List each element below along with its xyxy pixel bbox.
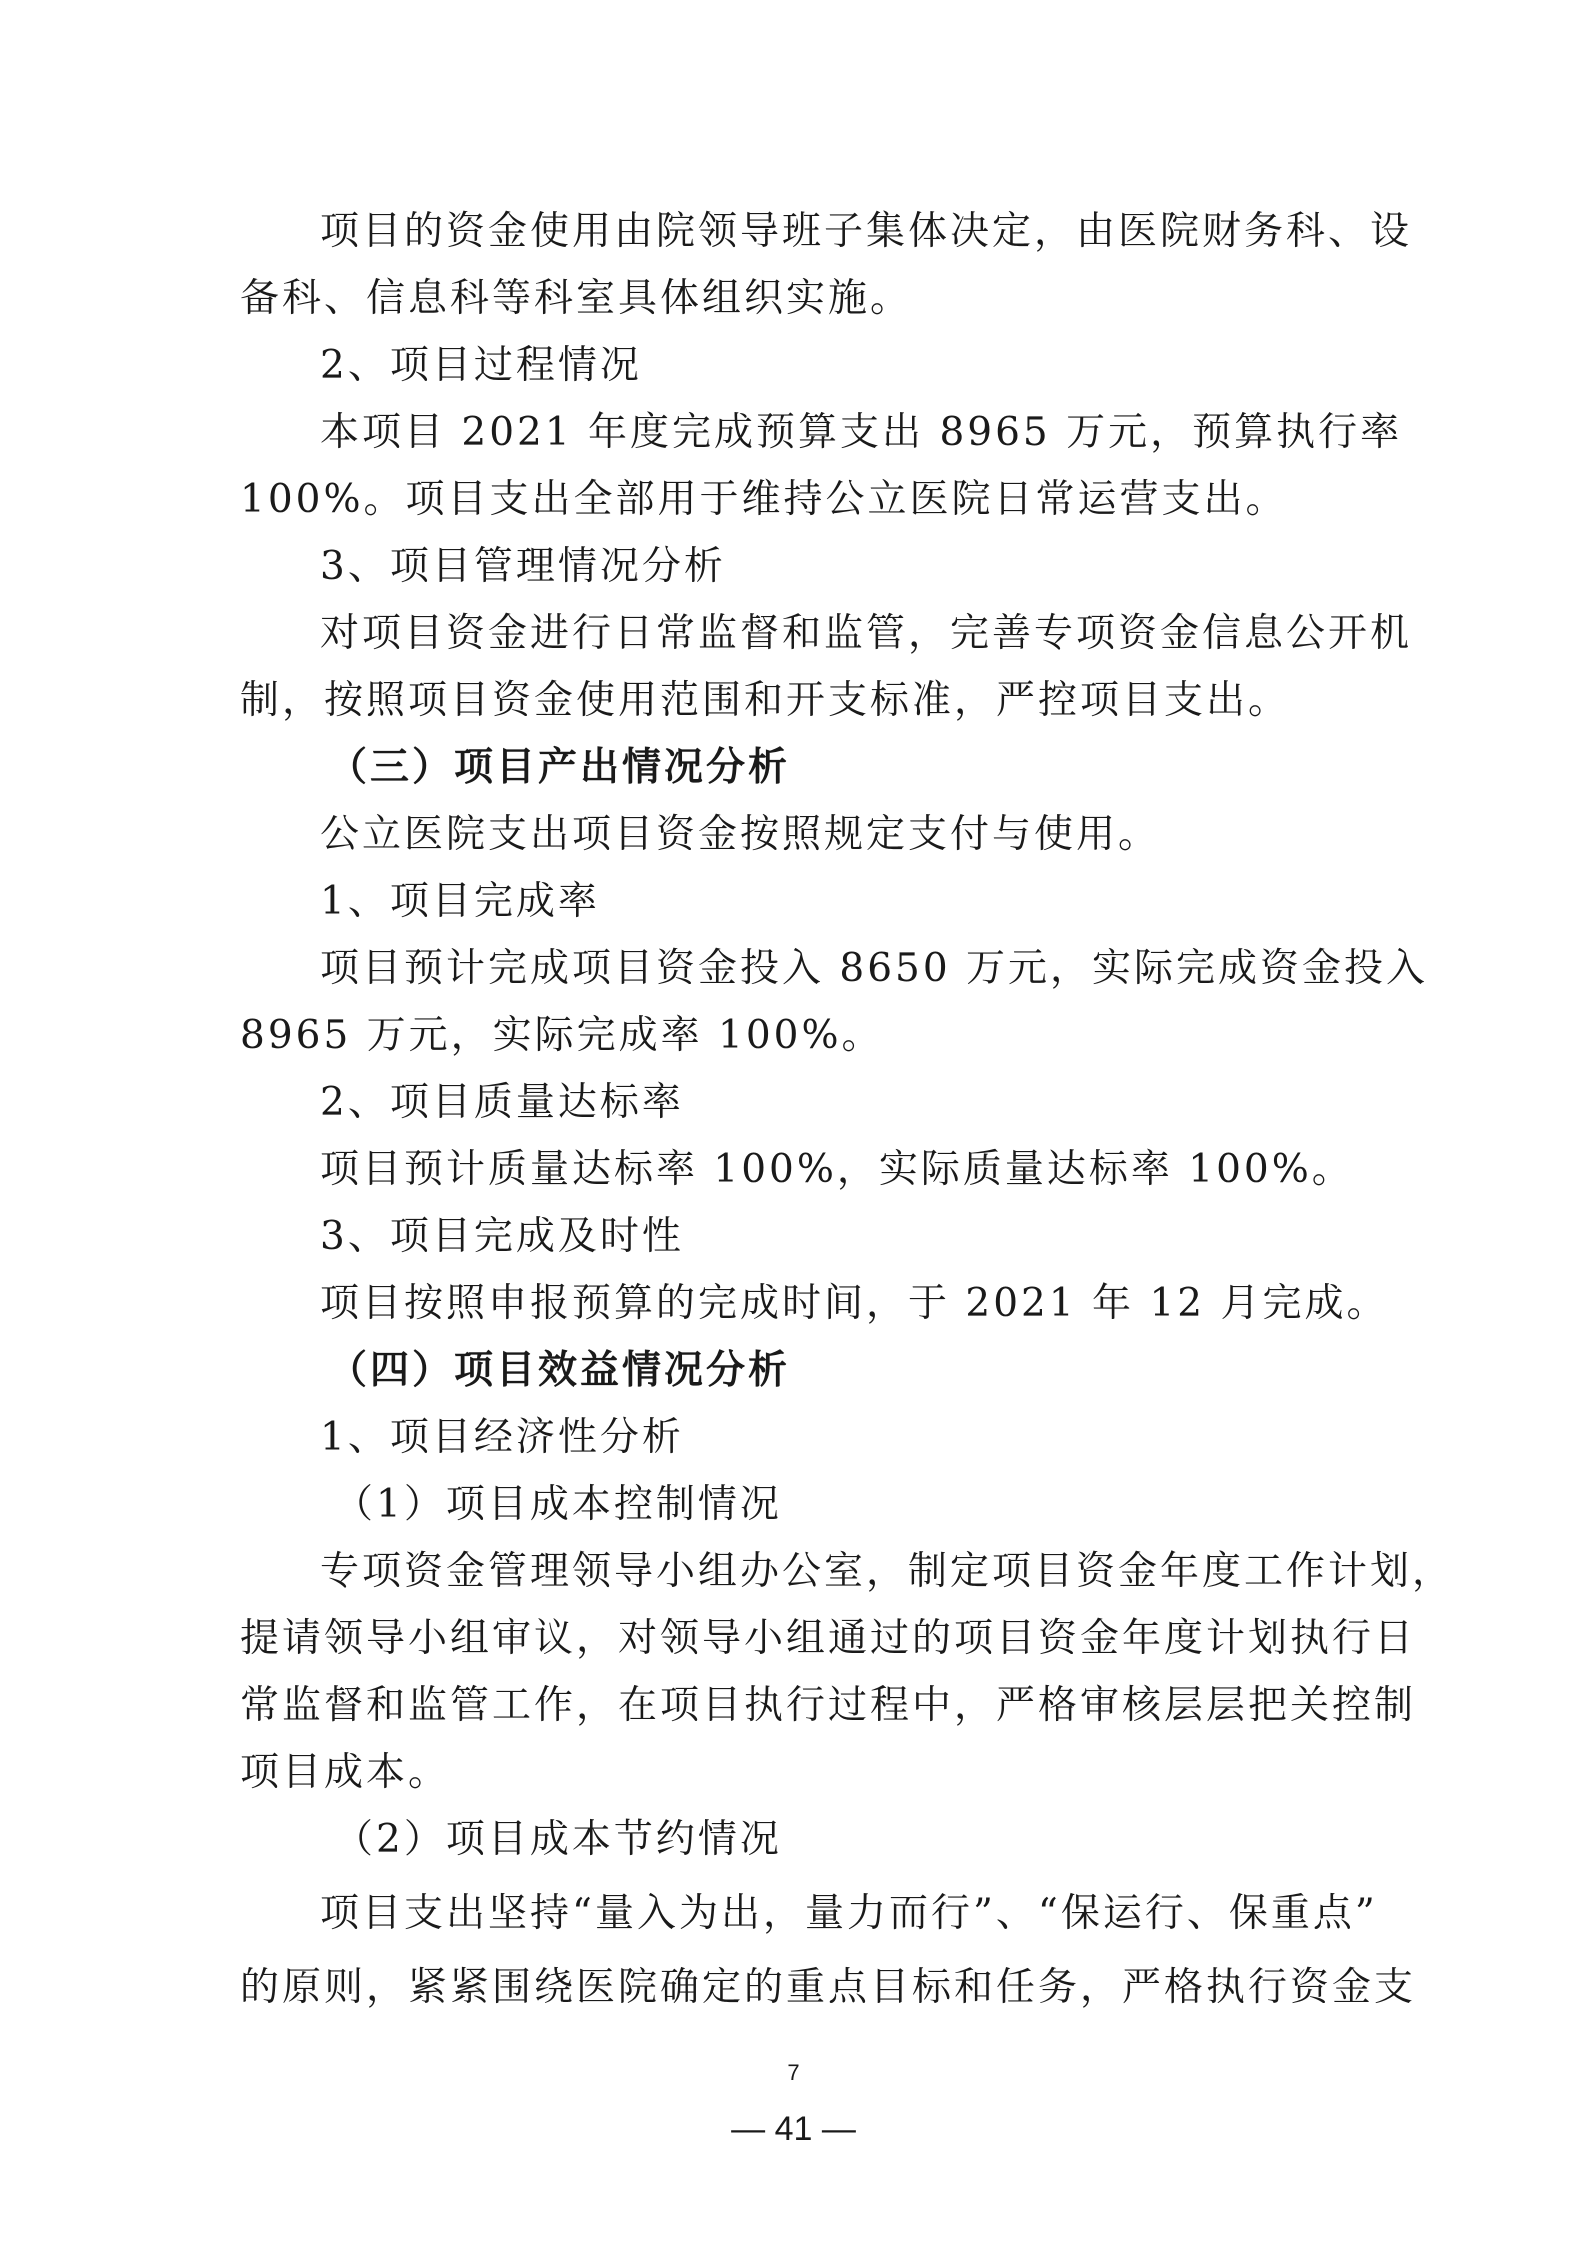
section-heading: （四）项目效益情况分析 bbox=[328, 1347, 791, 1393]
subsection-title: 1、项目完成率 bbox=[320, 879, 600, 924]
paragraph-line: 项目成本。 bbox=[240, 1750, 451, 1795]
subsection-title: （2）项目成本节约情况 bbox=[334, 1817, 782, 1862]
paragraph-line: 公立医院支出项目资金按照规定支付与使用。 bbox=[320, 812, 1161, 857]
paragraph-line: 提请领导小组审议，对领导小组通过的项目资金年度计划执行日 bbox=[240, 1616, 1417, 1661]
subsection-title: 2、项目质量达标率 bbox=[320, 1080, 684, 1125]
paragraph-line: 对项目资金进行日常监督和监管，完善专项资金信息公开机 bbox=[320, 611, 1413, 656]
subsection-title: 3、项目管理情况分析 bbox=[320, 544, 726, 589]
page-number-small: 7 bbox=[787, 2060, 800, 2085]
subsection-title: （1）项目成本控制情况 bbox=[334, 1482, 782, 1527]
paragraph-line: 制，按照项目资金使用范围和开支标准，严控项目支出。 bbox=[240, 678, 1291, 723]
paragraph-line: 本项目 2021 年度完成预算支出 8965 万元，预算执行率 bbox=[320, 410, 1403, 455]
paragraph-line: 备科、信息科等科室具体组织实施。 bbox=[240, 276, 913, 321]
document-body bbox=[240, 198, 1455, 2021]
paragraph-line: 专项资金管理领导小组办公室，制定项目资金年度工作计划， bbox=[320, 1549, 1455, 1594]
page-number: — 41 — bbox=[731, 2110, 856, 2148]
paragraph-line: 项目的资金使用由院领导班子集体决定，由医院财务科、设 bbox=[320, 209, 1413, 254]
paragraph-line: 项目预计完成项目资金投入 8650 万元，实际完成资金投入 bbox=[320, 946, 1429, 991]
paragraph-line: 项目按照申报预算的完成时间，于 2021 年 12 月完成。 bbox=[320, 1281, 1389, 1326]
paragraph-line: 项目预计质量达标率 100%，实际质量达标率 100%。 bbox=[320, 1147, 1354, 1192]
subsection-title: 2、项目过程情况 bbox=[320, 343, 642, 388]
section-heading: （三）项目产出情况分析 bbox=[328, 744, 791, 790]
paragraph-line: 100%。项目支出全部用于维持公立医院日常运营支出。 bbox=[240, 477, 1288, 522]
paragraph-line: 8965 万元，实际完成率 100%。 bbox=[240, 1013, 884, 1058]
subsection-title: 3、项目完成及时性 bbox=[320, 1214, 684, 1259]
paragraph-line: 项目支出坚持“量入为出，量力而行”、“保运行、保重点” bbox=[320, 1891, 1378, 1936]
paragraph-line: 常监督和监管工作，在项目执行过程中，严格审核层层把关控制 bbox=[240, 1683, 1417, 1728]
subsection-title: 1、项目经济性分析 bbox=[320, 1415, 684, 1460]
paragraph-line: 的原则，紧紧围绕医院确定的重点目标和任务，严格执行资金支 bbox=[240, 1965, 1417, 2010]
